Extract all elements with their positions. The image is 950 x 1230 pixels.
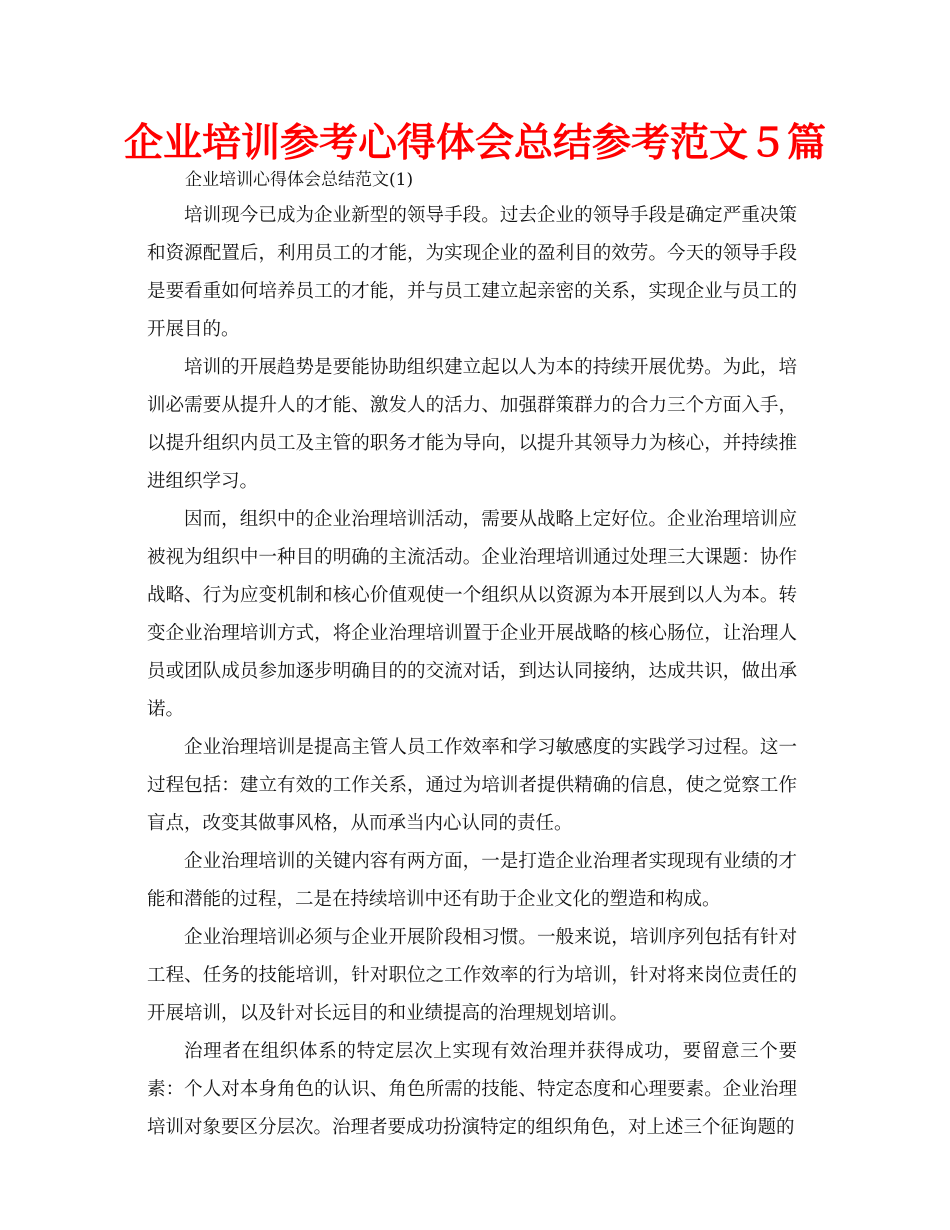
paragraph: 企业治理培训是提高主管人员工作效率和学习敏感度的实践学习过程。这一过程包括：建立有效的工作关系，通过为培训者提供精确的信息，使之觉察工作盲点，改变其做事风格，从而承当内心认同的责任。 [147, 737, 797, 834]
document-subtitle: 企业培训心得体会总结范文(1) [185, 170, 414, 190]
paragraph: 企业治理培训必须与企业开展阶段相习惯。一般来说，培训序列包括有针对工程、任务的技能培训，针对职位之工作效率的行为培训，针对将来岗位责任的开展培训，以及针对长远目的和业绩提高的治理规划培训。 [147, 927, 797, 1024]
paragraph: 企业治理培训的关键内容有两方面，一是打造企业治理者实现现有业绩的才能和潜能的过程，二是在持续培训中还有助于企业文化的塑造和构成。 [147, 851, 797, 910]
paragraph: 培训现今已成为企业新型的领导手段。过去企业的领导手段是确定严重决策和资源配置后，利用员工的才能，为实现企业的盈利目的效劳。今天的领导手段是要看重如何培养员工的才能，并与员工建立起亲密的关系，实现企业与员工的开展目的。 [147, 205, 797, 340]
paragraph: 因而，组织中的企业治理培训活动，需要从战略上定好位。企业治理培训应被视为组织中一种目的明确的主流活动。企业治理培训通过处理三大课题：协作战略、行为应变机制和核心价值观使一个组织从以资源为本开展到以人为本。转变企业治理培训方式，将企业治理培训置于企业开展战略的核心肠位，让治理人员或团队成员参加逐步明确目的的交流对话，到达认同接纳，达成共识，做出承诺。 [147, 509, 797, 720]
document-body [147, 197, 797, 1147]
paragraph: 培训的开展趋势是要能协助组织建立起以人为本的持续开展优势。为此，培训必需要从提升人的才能、激发人的活力、加强群策群力的合力三个方面入手，以提升组织内员工及主管的职务才能为导向，以提升其领导力为核心，并持续推进组织学习。 [147, 357, 797, 492]
document-title: 企业培训参考心得体会总结参考范文５篇 [123, 121, 826, 166]
paragraph: 治理者在组织体系的特定层次上实现有效治理并获得成功，要留意三个要素：个人对本身角色的认识、角色所需的技能、特定态度和心理要素。企业治理培训对象要区分层次。治理者要成功扮演特定的组织角色，对上述三个征询题的 [147, 1041, 797, 1138]
